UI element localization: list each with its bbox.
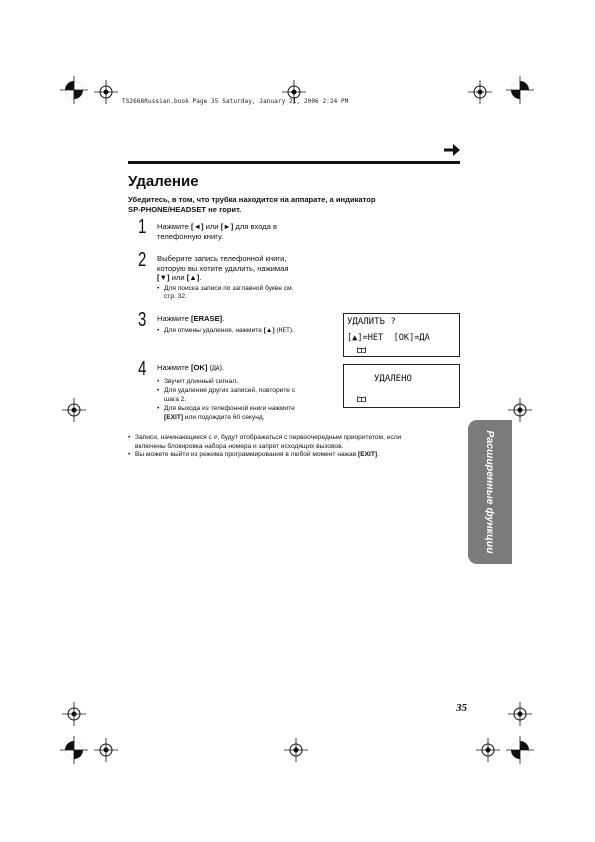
step-2-bullet: • Для поиска записи по заглавной букве см. стр. 32. — [157, 285, 337, 302]
registration-mark-left-middle — [60, 396, 88, 424]
print-file-info: TS2668Russian.book Page 35 Saturday, January 21, 2006 2:24 PM — [122, 98, 349, 105]
registration-mark-bottom-right — [506, 736, 534, 764]
note-1: • Записи, начинающиеся с #, будут отображаться с первоочередным приоритетом, если включены блокировка набора номера и запрет исходящих вызовов. — [128, 434, 473, 451]
note-2: • Вы можете выйти из режима программирования в любой момент нажав [EXIT]. — [128, 451, 473, 460]
step-4-bullet-3: • Для выхода из телефонной книги нажмите [EXIT] или подождите 60 секунд. — [157, 405, 337, 422]
key-up: [▲] — [186, 273, 200, 282]
step-4-bullet-2: • Для удаления других записей, повторите с шага 2. — [157, 387, 337, 404]
lcd-display-deleted — [343, 364, 460, 408]
key-ok: [OK] — [190, 363, 208, 372]
side-tab-label: Расширенные функции — [484, 430, 496, 554]
intro-line-1: Убедитесь, в том, что трубка находится на аппарате, а индикатор — [128, 195, 376, 204]
registration-mark-bottom-right-2 — [506, 700, 534, 728]
key-exit: [EXIT] — [164, 413, 184, 421]
section-side-tab — [468, 420, 512, 564]
step-3-bullet: • Для отмены удаления, нажмите [▲] (НЕТ). — [157, 327, 347, 336]
lcd-line-2: [▲]=НЕТ [OK]=ДА — [347, 333, 430, 343]
registration-mark-top-right-2 — [466, 78, 494, 106]
step-1-text: Нажмите [◄] или [►] для входа в телефонную книгу. — [157, 222, 278, 241]
step-4-number: 4 — [138, 358, 147, 380]
step-4-text: Нажмите [OK] (ДА). • Звучит длинный сигнал. • Для удаления других записей, повторите с шага 2. • Для выхода из телефонной книги нажмите [EXIT] или подождите 60 секунд. — [157, 363, 337, 422]
step-2-text: Выберите запись телефонной книги, которую вы хотите удалить, нажимая [▼] или [▲]. • Для поиска записи по заглавной букве см. стр. 32. — [157, 254, 337, 302]
key-right: [►] — [220, 222, 234, 231]
key-exit: [EXIT] — [358, 451, 378, 458]
step-4-bullet-1: • Звучит длинный сигнал. — [157, 378, 337, 387]
phonebook-icon — [357, 347, 366, 353]
page-number: 35 — [456, 702, 467, 714]
notes — [128, 434, 473, 460]
step-3-number: 3 — [138, 309, 147, 331]
intro-text — [128, 195, 458, 215]
key-erase: [ERASE] — [190, 314, 223, 323]
step-2-number: 2 — [138, 249, 147, 271]
step-3-text: Нажмите [ERASE]. • Для отмены удаления, нажмите [▲] (НЕТ). — [157, 314, 347, 335]
registration-mark-top-right — [506, 76, 534, 104]
step-1-number: 1 — [138, 216, 147, 238]
lcd-line-1: УДАЛИТЬ ? — [347, 317, 396, 327]
registration-mark-bottom-left-3 — [92, 736, 120, 764]
key-left: [◄] — [190, 222, 204, 231]
registration-mark-bottom-right-3 — [474, 736, 502, 764]
arrow-right-icon — [444, 143, 460, 157]
intro-line-2: SP-PHONE/HEADSET не горит. — [128, 205, 242, 214]
page-title: Удаление — [128, 173, 199, 190]
registration-mark-bottom-left — [60, 736, 88, 764]
registration-mark-top-left-2 — [92, 78, 120, 106]
lcd-line-1: УДАЛЕНО — [374, 374, 412, 384]
registration-mark-bottom-left-2 — [60, 700, 88, 728]
phonebook-icon — [357, 396, 366, 402]
key-down: [▼] — [157, 273, 170, 282]
lcd-display-delete-prompt — [343, 313, 460, 357]
section-rule — [128, 161, 460, 164]
registration-mark-bottom-center — [282, 736, 310, 764]
registration-mark-top-left — [60, 76, 88, 104]
